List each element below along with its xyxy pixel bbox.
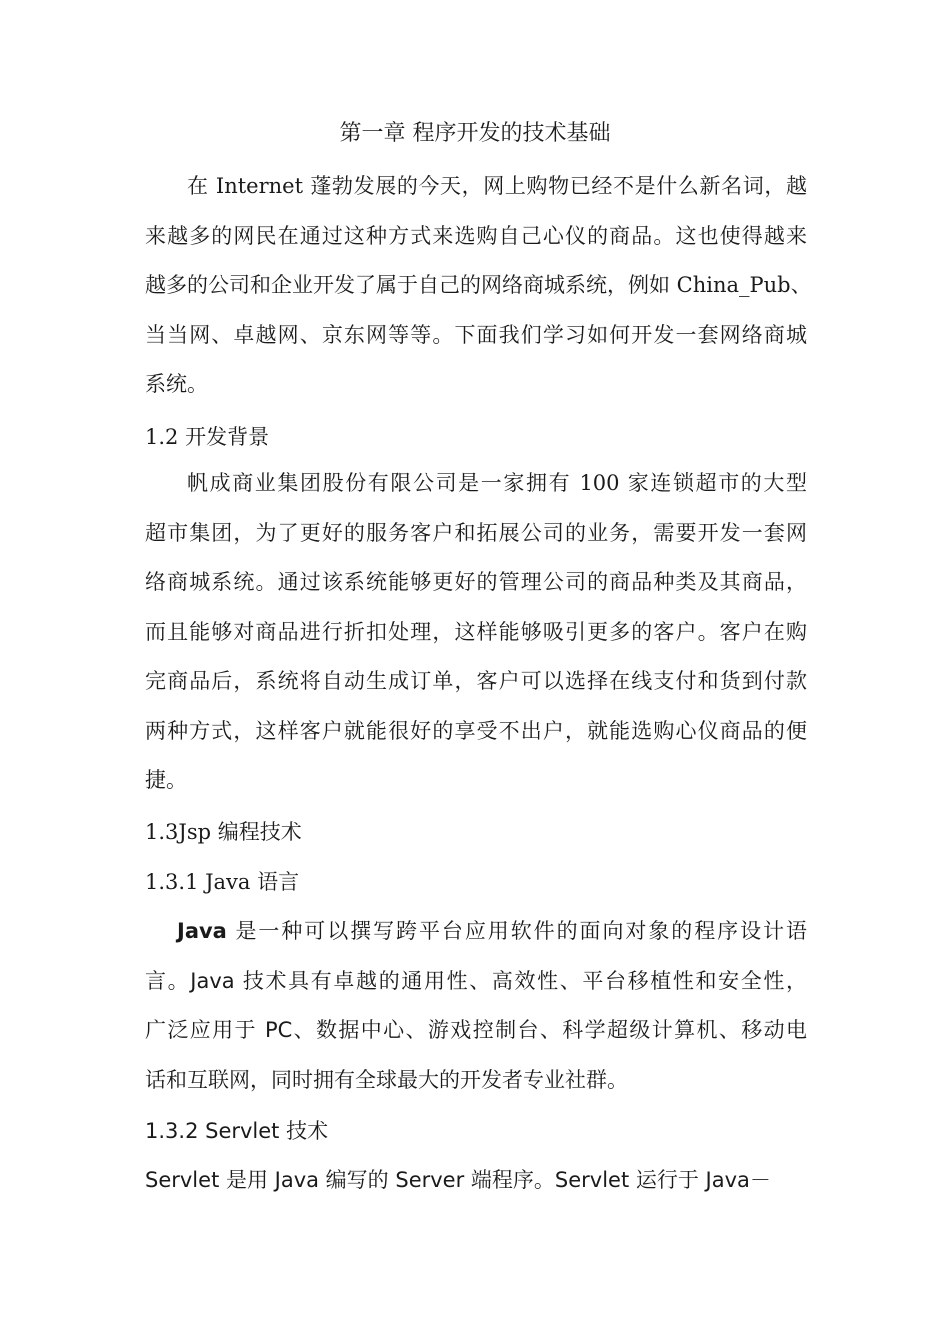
servlet-line: Servlet 是用 Java 编写的 Server 端程序。Servlet 运行于 Java－	[145, 1168, 771, 1192]
intro-line: 在 Internet 蓬勃发展的今天，网上购物已经不是什么新名词，越	[187, 174, 807, 198]
background-paragraph	[145, 459, 807, 806]
intro-line: 来越多的网民在通过这种方式来选购自己心仪的商品。这也使得越来	[145, 223, 807, 248]
background-line: 络商城系统。通过该系统能够更好的管理公司的商品种类及其商品，	[145, 570, 807, 594]
background-line: 而且能够对商品进行折扣处理，这样能够吸引更多的客户。客户在购	[145, 619, 807, 644]
java-line: 话和互联网，同时拥有全球最大的开发者专业社群。	[145, 1067, 628, 1092]
java-line: 言。Java 技术具有卓越的通用性、高效性、平台移植性和安全性，	[145, 968, 807, 993]
intro-line: 越多的公司和企业开发了属于自己的网络商城系统，例如 China_Pub、	[145, 273, 812, 297]
intro-line: 当当网、卓越网、京东网等等。下面我们学习如何开发一套网络商城	[145, 322, 807, 347]
intro-paragraph	[145, 162, 812, 410]
background-line: 捷。	[145, 768, 187, 792]
background-line: 完商品后，系统将自动生成订单，客户可以选择在线支付和货到付款	[145, 669, 807, 693]
section-heading-1-3: 1.3Jsp 编程技术	[145, 820, 302, 844]
section-heading-1-2: 1.2 开发背景	[145, 425, 270, 449]
background-line: 超市集团，为了更好的服务客户和拓展公司的业务，需要开发一套网	[145, 520, 807, 545]
java-bold-term: Java	[177, 919, 227, 943]
background-line: 两种方式，这样客户就能很好的享受不出户，就能选购心仪商品的便	[145, 718, 807, 743]
servlet-paragraph	[145, 1156, 807, 1206]
background-line: 帆成商业集团股份有限公司是一家拥有 100 家连锁超市的大型	[187, 471, 807, 495]
java-line	[145, 907, 807, 957]
java-line-rest: 是一种可以撰写跨平台应用软件的面向对象的程序设计语	[226, 919, 807, 943]
chapter-title: 第一章 程序开发的技术基础	[339, 121, 611, 146]
section-heading-1-3-2: 1.3.2 Servlet 技术	[145, 1119, 329, 1143]
intro-line: 系统。	[145, 372, 208, 396]
java-line: 广泛应用于 PC、数据中心、游戏控制台、科学超级计算机、移动电	[145, 1018, 807, 1042]
java-paragraph	[145, 907, 807, 1105]
section-heading-1-3-1: 1.3.1 Java 语言	[145, 870, 300, 894]
